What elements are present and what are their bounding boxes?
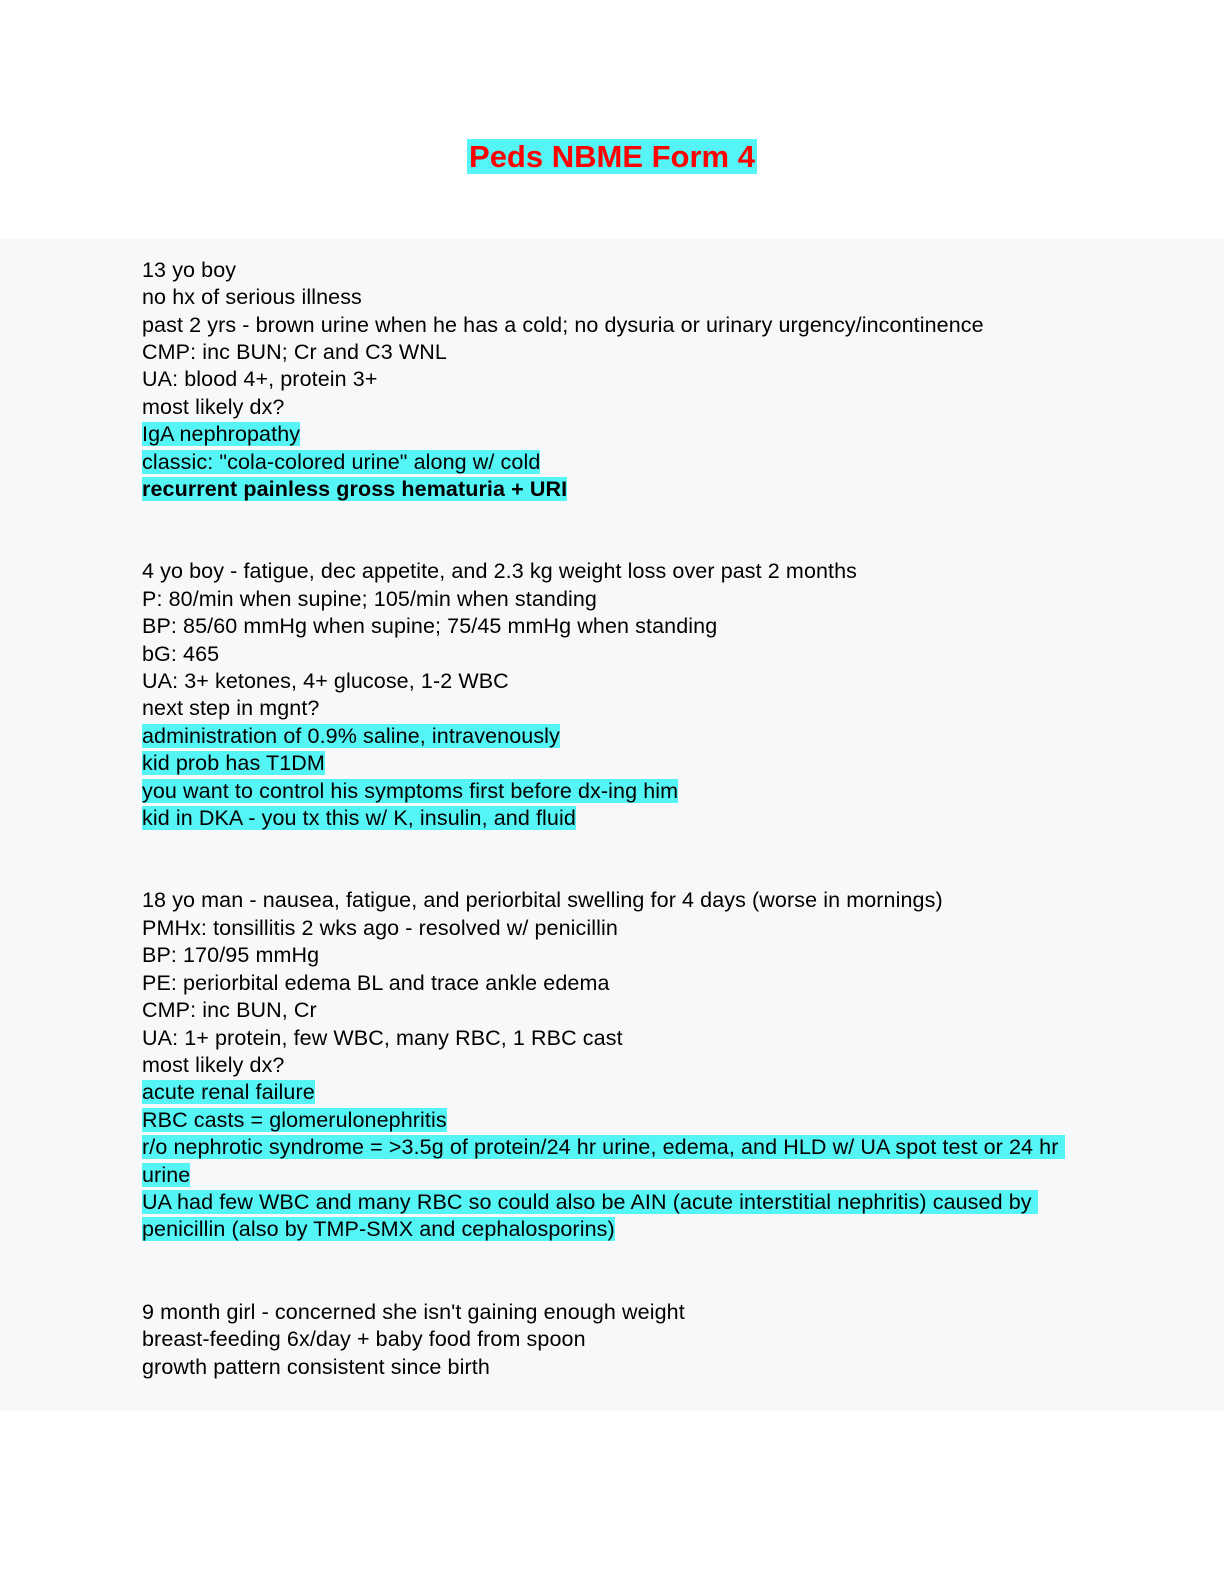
note-line — [142, 476, 1084, 503]
note-line — [142, 668, 1084, 695]
note-line-text: most likely dx? — [142, 394, 285, 419]
note-line-text: growth pattern consistent since birth — [142, 1354, 490, 1379]
note-line — [142, 942, 1084, 969]
note-line-text: 4 yo boy - fatigue, dec appetite, and 2.3 kg weight loss over past 2 months — [142, 559, 858, 584]
note-line-text: UA: blood 4+, protein 3+ — [142, 367, 378, 392]
note-line-text: PE: periorbital edema BL and trace ankle edema — [142, 970, 610, 995]
section-spacer — [142, 503, 1084, 558]
note-line-text: PMHx: tonsillitis 2 wks ago - resolved w/ penicillin — [142, 915, 618, 940]
note-line — [142, 366, 1084, 393]
note-line-text: 9 month girl - concerned she isn't gaining enough weight — [142, 1299, 685, 1324]
note-line-text: breast-feeding 6x/day + baby food from spoon — [142, 1327, 586, 1352]
note-line-text: 18 yo man - nausea, fatigue, and periorbital swelling for 4 days (worse in mornings) — [142, 888, 943, 913]
note-line — [142, 970, 1084, 997]
document-body — [0, 239, 1224, 1411]
note-line-text: CMP: inc BUN, Cr — [142, 998, 317, 1023]
note-line-text: UA: 1+ protein, few WBC, many RBC, 1 RBC cast — [142, 1025, 623, 1050]
note-line-text: you want to control his symptoms first before dx-ing him — [142, 778, 679, 803]
note-line — [142, 257, 1084, 284]
note-line — [142, 1052, 1084, 1079]
note-line-text: next step in mgnt? — [142, 696, 320, 721]
note-line — [142, 750, 1084, 777]
note-line-text: recurrent painless gross hematuria + URI — [142, 477, 568, 501]
note-line — [142, 1134, 1084, 1189]
note-line — [142, 695, 1084, 722]
note-line — [142, 1107, 1084, 1134]
note-line-text: UA had few WBC and many RBC so could also be AIN (acute interstitial nephritis) caused by penicillin (also by TMP-SMX and cephalosporins) — [142, 1189, 1038, 1242]
note-line-text: RBC casts = glomerulonephritis — [142, 1107, 447, 1132]
note-line — [142, 1079, 1084, 1106]
note-line — [142, 805, 1084, 832]
note-line-text: administration of 0.9% saline, intravenously — [142, 723, 560, 748]
note-line — [142, 997, 1084, 1024]
note-line-text: IgA nephropathy — [142, 422, 301, 447]
note-line — [142, 1299, 1084, 1326]
note-line — [142, 312, 1084, 339]
note-line — [142, 1025, 1084, 1052]
note-line-text: BP: 170/95 mmHg — [142, 943, 320, 968]
note-line-text: past 2 yrs - brown urine when he has a cold; no dysuria or urinary urgency/incontinence — [142, 312, 984, 337]
note-line — [142, 641, 1084, 668]
note-line-text: CMP: inc BUN; Cr and C3 WNL — [142, 339, 447, 364]
note-line — [142, 1326, 1084, 1353]
page-title — [0, 0, 1224, 177]
note-line — [142, 778, 1084, 805]
note-line-text: kid in DKA - you tx this w/ K, insulin, and fluid — [142, 806, 576, 831]
note-section-case-4 — [142, 1299, 1084, 1381]
note-line-text: acute renal failure — [142, 1080, 315, 1105]
note-line-text: P: 80/min when supine; 105/min when standing — [142, 586, 597, 611]
note-line-text: r/o nephrotic syndrome = >3.5g of protein/24 hr urine, edema, and HLD w/ UA spot test or 24 hr urine — [142, 1135, 1065, 1187]
note-line-text: most likely dx? — [142, 1052, 285, 1077]
note-line — [142, 284, 1084, 311]
section-spacer — [142, 832, 1084, 887]
note-line-text: no hx of serious illness — [142, 285, 362, 310]
note-line-text: 13 yo boy — [142, 257, 237, 282]
note-line-text: bG: 465 — [142, 641, 220, 666]
page-title-text: Peds NBME Form 4 — [469, 139, 755, 174]
note-line — [142, 586, 1084, 613]
note-line — [142, 1189, 1084, 1244]
section-spacer — [142, 1244, 1084, 1299]
note-line — [142, 421, 1084, 448]
note-line-text: UA: 3+ ketones, 4+ glucose, 1-2 WBC — [142, 669, 509, 694]
note-line — [142, 915, 1084, 942]
notes-container — [0, 257, 1224, 1381]
note-line-text: classic: "cola-colored urine" along w/ cold — [142, 449, 541, 474]
note-line — [142, 1354, 1084, 1381]
note-line — [142, 339, 1084, 366]
note-line — [142, 887, 1084, 914]
note-line-text: BP: 85/60 mmHg when supine; 75/45 mmHg when standing — [142, 614, 718, 639]
note-line — [142, 723, 1084, 750]
note-section-case-3 — [142, 887, 1084, 1243]
note-line — [142, 394, 1084, 421]
note-section-case-1 — [142, 257, 1084, 504]
note-line — [142, 613, 1084, 640]
note-section-case-2 — [142, 558, 1084, 832]
note-line-text: kid prob has T1DM — [142, 751, 325, 776]
note-line — [142, 558, 1084, 585]
note-line — [142, 449, 1084, 476]
